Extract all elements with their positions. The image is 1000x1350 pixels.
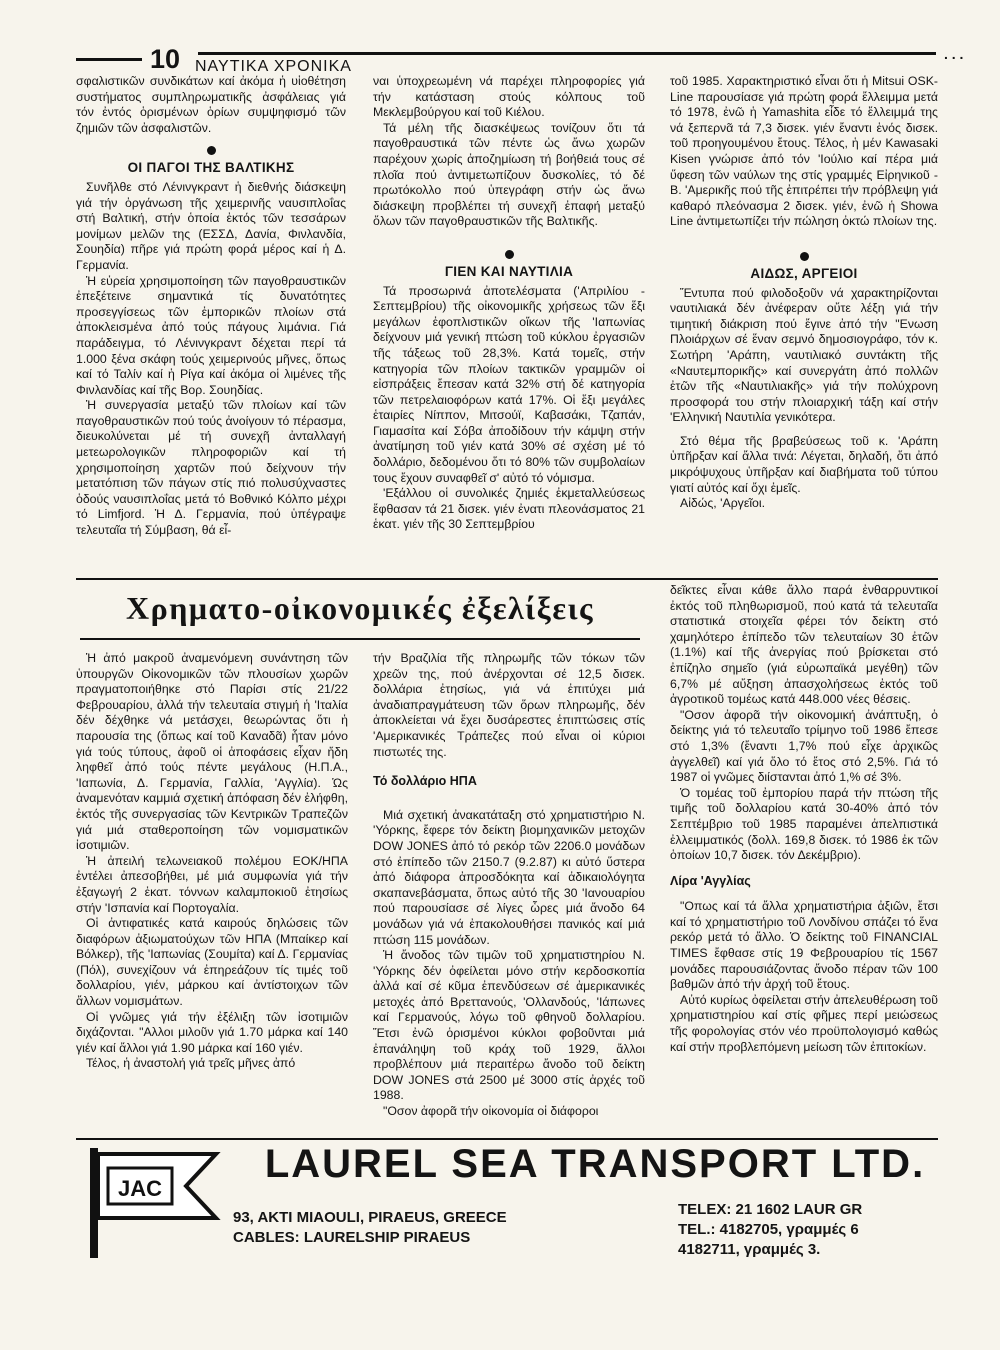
top-column-2	[373, 74, 645, 533]
section-bullet	[800, 252, 809, 261]
paragraph: σφαλιστικῶν συνδικάτων καί ἀκόμα ἡ υἱοθέτηση συστήματος συμπληρωματικῆς ἀσφάλειας γιά τόν ἐντός ὁρισμένων ὁρίων συμψηφισμό τῶν ζημιῶν τῶν ἀσφαλιστῶν.	[76, 74, 346, 135]
paragraph: "Οπως καί τά ἄλλα χρηματιστήρια ἀξιῶν, ἔτσι καί τό χρηματιστήριο τοῦ Λονδίνου σπάζει τό ἕνα ρεκόρ μετά τό ἄλλο. Ὁ δείκτης τοῦ FINANCIAL TIMES ἔφθασε στίς 19 Φεβρουαρίου τίς 1567 μονάδες παρουσιάζοντας ἄνοδο πέραν τῶν 100 βαθμῶν ἀπό τήν ἀρχή τοῦ ἔτους.	[670, 899, 938, 992]
paragraph: Ἡ ἀπό μακροῦ ἀναμενόμενη συνάντηση τῶν ὑπουργῶν Οἰκονομικῶν τῶν πλουσίων χωρῶν πραγματοποιήθηκε στό Παρίσι στίς 21/22 Φεβρουαρίου, ἀλλά τήν τελευταία στιγμή ἡ 'Ιταλία δέν δέχθηκε νά μετάσχει, θεωρώντας ὅτι ἡ παρουσία της (ὅπως καί τοῦ Καναδᾶ) ἦταν μόνο γιά τούς τύπους, ἀφοῦ οἱ ἀποφάσεις εἶχαν ἤδη ληφθεῖ ἀπό τούς πέντε μεγάλους (Η.Π.Α., 'Ιαπωνία, Δ. Γερμανία, Γαλλία, 'Αγγλία). Ὡς ἀναμενόταν καμμιά σχετική ἀπόφαση δέν ἐλήφθη, ἐκτός τῆς συνεργασίας τῶν Κεντρικῶν Τραπεζῶν γιά μιά σταθεροποίηση τῶν νομισματικῶν ἰσοτιμιῶν.	[76, 651, 348, 853]
finance-column-1	[76, 651, 348, 1072]
header-rule-right	[198, 52, 936, 55]
company-contact	[678, 1200, 862, 1260]
top-column-1	[76, 74, 346, 539]
paragraph: Ὁ τομέας τοῦ ἐμπορίου παρά τήν πτώση τῆς τιμῆς τοῦ δολλαρίου κατά 30-40% ἀπό τόν Σεπτέμβριο τοῦ 1985 παραμένει ἀπελπιστικά ἐλλειμματικός (δολλ. 169,8 δισεκ. τό 1986 ἐκ τῶν ὁποίων 10,7 δισεκ. τόν Δεκέμβριο).	[670, 785, 938, 863]
paragraph: Μιά σχετική ἀνακατάταξη στό χρηματιστήριο Ν. 'Υόρκης, ἔφερε τόν δείκτη βιομηχανικῶν μετοχῶν DOW JONES ἀπό τό ρεκόρ τῶν 2206.0 μονάδων στό ἐπίπεδο τῶν 2150.7 (9.2.87) κι αὐτό ὕστερα ἀπό διάφορα ἀπροσδόκητα καί ἀδικαιολόγητα σκαπανεβάσματα, ὅπως αὐτό τῆς 30 'Ιανουαρίου πού παρουσίασε σέ λίγες ὧρες μιά ἄνοδο 64 μονάδων γιά νά ἐπακολουθήσει πανικός καί μιά πτώση 115 μονάδων.	[373, 807, 645, 947]
corner-mark: . . .	[944, 46, 964, 62]
telephone-line: TEL.: 4182705, γραμμές 6	[678, 1221, 859, 1238]
finance-column-3	[670, 583, 938, 1055]
telex-line: TELEX: 21 1602 LAUR GR	[678, 1201, 863, 1218]
ad-top-rule	[76, 1138, 938, 1140]
section-title: ΓΙΕΝ ΚΑΙ ΝΑΥΤΙΛΙΑ	[444, 263, 574, 279]
paragraph: Αὐτό κυρίως ὀφείλεται στήν ἀπελευθέρωση τοῦ χρηματιστηρίου καί στίς φῆμες περί μειώσεως τῆς φορολογίας στόν νέο προϋπολογισμό καθώς καί στήν προβλεπόμενη μείωση τῶν ἐπιτοκίων.	[670, 992, 938, 1054]
telephone-line: 4182711, γραμμές 3.	[678, 1241, 821, 1258]
paragraph: "Οσον ἀφορᾶ τήν οἰκονομία οἱ διάφοροι	[383, 1104, 599, 1119]
company-name: LAUREL SEA TRANSPORT LTD.	[264, 1142, 926, 1186]
paragraph: Τέλος, ἡ ἀναστολή γιά τρεῖς μῆνες ἀπό	[86, 1056, 296, 1071]
paragraph: Στό θέμα τῆς βραβεύσεως τοῦ κ. 'Αράπη ὑπῆρξαν καί ἄλλα τινά: Λέγεται, δηλαδή, ὅτι ἀπό μικρόψυχους ὑπῆρξαν καί διαβήματα τοῦ τύπου γιατί αὐτός καί ὄχι ἐμεῖς.	[670, 433, 938, 495]
paragraph: δεῖκτες εἶναι κάθε ἄλλο παρά ἐνθαρρυντικοί ἐκτός τοῦ πληθωρισμοῦ, πού κατά τά τελευταῖα στατιστικά στοιχεῖα φέρει τόν δείκτη στό χαμηλότερο ἐπίπεδο τῶν τελευταίων 30 ἐτῶν (1.1%) καί τῆς ἀνεργίας πού βρίσκεται στό ἐπίζηλο σημεῖο (γιά εὐρωπαϊκά μεγέθη) τῶν 6,7% μέ αὔξηση ἀπασχολήσεως ἐκτός τοῦ ἀγροτικοῦ τομέως κατά 448.000 νέες θέσεις.	[670, 583, 938, 707]
title-underline	[80, 638, 640, 640]
company-address	[233, 1208, 507, 1248]
jac-flag-logo	[86, 1148, 226, 1258]
paragraph: Ἡ ἀπειλή τελωνειακοῦ πολέμου ΕΟΚ/ΗΠΑ ἐντέλει ἀπεσοβήθει, μέ μιά συμφωνία γιά τήν ἐξαγωγή 2 ἑκατ. τόννων καλαμποκιοῦ ἐτησίως στήν 'Ισπανία καί Πορτογαλία.	[76, 853, 348, 915]
cables-line: CABLES: LAURELSHIP PIRAEUS	[233, 1229, 471, 1246]
paragraph: Οἱ γνῶμες γιά τήν ἐξέλιξη τῶν ἰσοτιμιῶν διχάζονται. "Αλλοι μιλοῦν γιά 1.70 μάρκα καί 140 γιέν καί ἄλλοι γιά 1.90 μάρκα καί 160 γιέν.	[76, 1009, 348, 1055]
logo-text: JAC	[117, 1176, 163, 1201]
section-title: ΑΙΔΩΣ, ΑΡΓΕΙΟΙ	[750, 265, 858, 281]
paragraph: Οἱ ἀντιφατικές κατά καιρούς δηλώσεις τῶν διαφόρων ἀξιωματούχων τῶν ΗΠΑ (Μπαίκερ καί Βόλκερ), τῆς 'Ιαπωνίας (Σουμίτα) καί Δ. Γερμανίας (Πόλ), συνεχίζουν νά ἐπηρεάζουν τίς τιμές τοῦ δολλαρίου, γιέν, μάρκου καί ἀντίστοιχων τῶν ἄλλων νομισμάτων.	[76, 916, 348, 1009]
finance-section-title: Χρηματο-οἰκονομικές ἐξελίξεις	[126, 590, 594, 626]
finance-column-2	[373, 651, 645, 1120]
paragraph: Τά μέλη τῆς διασκέψεως τονίζουν ὅτι τά παγοθραυστικά τῶν πέντε ὡς ἄνω χωρῶν παρέχουν χωρίς ἀποζημίωση τή βοήθειά τους σέ πλοῖα πού ἀντιμετωπίζουν δυσκολίες, τό δέ πρωτόκολλο πού ὑπεγράφη στήν ὡς ἄνω διάσκεψη προβλέπει τή συνεχῆ ἐπαφή μεταξύ ὅλων τῶν παγοθραυστικῶν τῆς Βαλτικῆς.	[373, 120, 645, 229]
paragraph: Ἡ ἄνοδος τῶν τιμῶν τοῦ χρηματιστηρίου Ν. 'Υόρκης δέν ὀφείλεται μόνο στήν κερδοσκοπία ἀλλά καί σέ κῦμα ἐπενδύσεων σέ ἀμερικανικές μετοχές ἀπό Βρεττανούς, 'Ολλανδούς, 'Ιάπωνες καί Γερμανούς, λόγω τοῦ φθηνοῦ δολλαρίου. Ἔτσι ἐνῶ ὁρισμένοι κύκλοι φοβοῦνται μιά ἐπανάληψη τοῦ κράχ τοῦ 1929, ἄλλοι προβλέπουν μιά περαιτέρω ἄνοδο τοῦ δείκτη DOW JONES στά 2500 μέ 3000 στίς ἀρχές τοῦ 1988.	[373, 948, 645, 1103]
paragraph: "Οσον ἀφορᾶ τήν οἰκονομική ἀνάπτυξη, ὁ δείκτης γιά τό τελευταῖο τρίμηνο τοῦ 1986 ἔπεσε στό 1,3% (ἔναντι 1,7% πού εἶχε ἀρχικῶς ἀγγελθεῖ) καί γιά ὅλο τό ἔτος στό 2,5%. Γιά τό 1987 οἱ γνῶμες διίστανται ἀπό 1,% σέ 3%.	[670, 707, 938, 785]
publication-title: ΝΑΥΤΙΚΑ ΧΡΟΝΙΚΑ	[195, 58, 352, 75]
paragraph: τήν Βραζιλία τῆς πληρωμῆς τῶν τόκων τῶν χρεῶν της, πού ἀνέρχονται σέ 12,5 δισεκ. δολλάρια ἐτησίως, γιά νά ἐπιτύχει μιά ἀναδιαπραγμάτευση τῶν ὅρων πληρωμῆς, δέν ἀποκλείεται νά ἔχει δυσάρεστες ἐπιπτώσεις στίς 'Αμερικανικές Τράπεζες πού εἶναι οἱ κύριοι πιστωτές της.	[373, 651, 645, 759]
section-divider	[76, 578, 938, 580]
top-column-3	[670, 74, 938, 512]
paragraph: 'Εξάλλου οἱ συνολικές ζημιές ἐκμεταλλεύσεως ἔφθασαν τά 21 δισεκ. γιέν ἐνατι πλεονάσματος 21 ἑκατ. γιέν τῆς 30 Σεπτεμβρίου	[373, 486, 645, 532]
paragraph: ναι ὑποχρεωμένη νά παρέχει πληροφορίες γιά τήν κατάσταση στούς κόλπους τοῦ Μεκλεμβούργου καί τοῦ Κιέλου.	[373, 74, 645, 120]
paragraph: Αἰδώς, 'Αργεῖοι.	[680, 496, 766, 511]
subheading: Λίρα 'Αγγλίας	[670, 873, 751, 888]
section-bullet	[207, 146, 216, 155]
section-bullet	[505, 250, 514, 259]
header-rule-left	[76, 58, 142, 61]
paragraph: Ἡ εὐρεία χρησιμοποίηση τῶν παγοθραυστικῶν ἐπεξέτεινε σημαντικά τίς δυνατότητες προσεγγίσεως τῶν ἐμπορικῶν πλοίων στά ἀποκλεισμένα ἀπό τούς πάγους λιμάνια. Γιά παράδειγμα, τό Λένινγκραντ δέχεται περί τά 1.000 ξένα σκάφη τούς χειμερινούς μῆνες, ὅπως καί τό Ταλίν καί ἡ Ρίγα καί ἀκόμα οἱ λιμένες τῆς Φινλανδίας καί τῆς Βορ. Σουηδίας.	[76, 273, 346, 397]
paragraph: Συνῆλθε στό Λένινγκραντ ἡ διεθνής διάσκεψη γιά τήν ὀργάνωση τῆς χειμερινῆς ναυσιπλοΐας στή Βαλτική, στήν ὁποία ἐκτός τῶν τεσσάρων μονίμων μελῶν της (ΕΣΣΔ, Δανία, Φινλανδία, Σουηδία) πῆρε γιά πρώτη φορά μέρος καί ἡ Δ. Γερμανία.	[76, 179, 346, 272]
page-number: 10	[150, 44, 181, 74]
paragraph: τοῦ 1985. Χαρακτηριστικό εἶναι ὅτι ἡ Mitsui OSK-Line παρουσίασε γιά πρώτη φορά ἔλλειμμα μετά τό 1978, ἐνῶ ἡ Yamashita εἶδε τό ἔλλειμμά της νά ξεπερνᾶ τά 7,3 δισεκ. γιέν ἔναντι ἑνός δισεκ. τοῦ προηγουμένου ἔτους. Τέλος, ἡ μέν Kawasaki Kisen γνώρισε ἀπό τόν 'Ιούλιο καί πέρα μιά ὕφεση τῶν ναύλων της στίς γραμμές Εἰρηνικοῦ - Β. 'Αμερικῆς πού τῆς ἐπιτρέπει τήν πρόβλεψη γιά καθαρό πλεόνασμα 2 δισεκ. γιέν, ἐνῶ ἡ Showa Line ἀντιμετωπίζει τήν πώληση ὀκτώ πλοίων της.	[670, 74, 938, 229]
paragraph: Τά προσωρινά ἀποτελέσματα ('Απριλίου - Σεπτεμβρίου) τῆς οἰκονομικῆς χρήσεως τῶν ἕξι μεγάλων ἐφοπλιστικῶν οἴκων τῆς 'Ιαπωνίας δείχνουν μιά γενική πτώση τοῦ κύκλου ἐργασιῶν τῆς τάξεως τοῦ 28,3%. Κατά τομεῖς, στήν κατηγορία τῶν πλοίων τακτικῶν γραμμῶν οἱ εἰσπράξεις ἔπεσαν κατά 32% στή δέ κατηγορία τῶν πετρελαιοφόρων κατά 17%. Οἱ ἕξι μεγάλες ἑταιρίες Νίππον, Μιτσούϊ, Καβασάκι, Τζαπάν, Γιαμασίτα καί Σόβα ἀποδίδουν τήν κάμψη στήν ἀνατίμηση τοῦ γιέν κατά 30% σέ σχέση μέ τό δολλάριο, δεδομένου ὅτι τό 80% τῶν συμβολαίων τους ἔχουν συναφθεῖ σ' αὐτό τό νόμισμα.	[373, 283, 645, 485]
address-line: 93, AKTI MIAOULI, PIRAEUS, GREECE	[233, 1209, 507, 1226]
subheading: Τό δολλάριο ΗΠΑ	[373, 774, 477, 789]
paragraph: Ἡ συνεργασία μεταξύ τῶν πλοίων καί τῶν παγοθραυστικῶν πού τούς ἀνοίγουν τό πέρασμα, διευκολύνεται μέ τή συνεχῆ ἀνταλλαγή μετεωρολογικῶν πληροφοριῶν καί τή χρησιμοποίηση χαρτῶν πού δείχνουν τήν μετατόπιση τῶν πάγων στίς πιό πολυσύχναστες ὁδούς ναυσιπλοΐας μετά τό Βοθνικό Κόλπο μέχρι τό Limfjord. Ἡ Δ. Γερμανία, πού ὑπέγραψε τελευταῖα τή Σύμβαση, θά εἶ-	[76, 398, 346, 538]
section-title: ΟΙ ΠΑΓΟΙ ΤΗΣ ΒΑΛΤΙΚΗΣ	[127, 160, 295, 176]
paragraph: Ἔντυπα πού φιλοδοξοῦν νά χαρακτηρίζονται ναυτιλιακά δέν ἀνέφεραν οὔτε λέξη γιά τήν τιμητική διάκριση πού ἔγινε ἀπό τήν "Ενωση Πλοιάρχων σέ ἕναν σεμνό δημοσιογράφο, τόν κ. Σωτήρη 'Αράπη, ναυτιλιακό συντάκτη τῆς «Ναυτεμπορικῆς» καί συνεργάτη ἀπό πολλῶν ἐτῶν τῆς «Ναυτιλιακῆς» γιά τήν πολύχρονη προσφορά του στήν πλοιαρχική τάξη καί στήν 'Ελληνική Ναυτιλία γενικότερα.	[670, 285, 938, 425]
